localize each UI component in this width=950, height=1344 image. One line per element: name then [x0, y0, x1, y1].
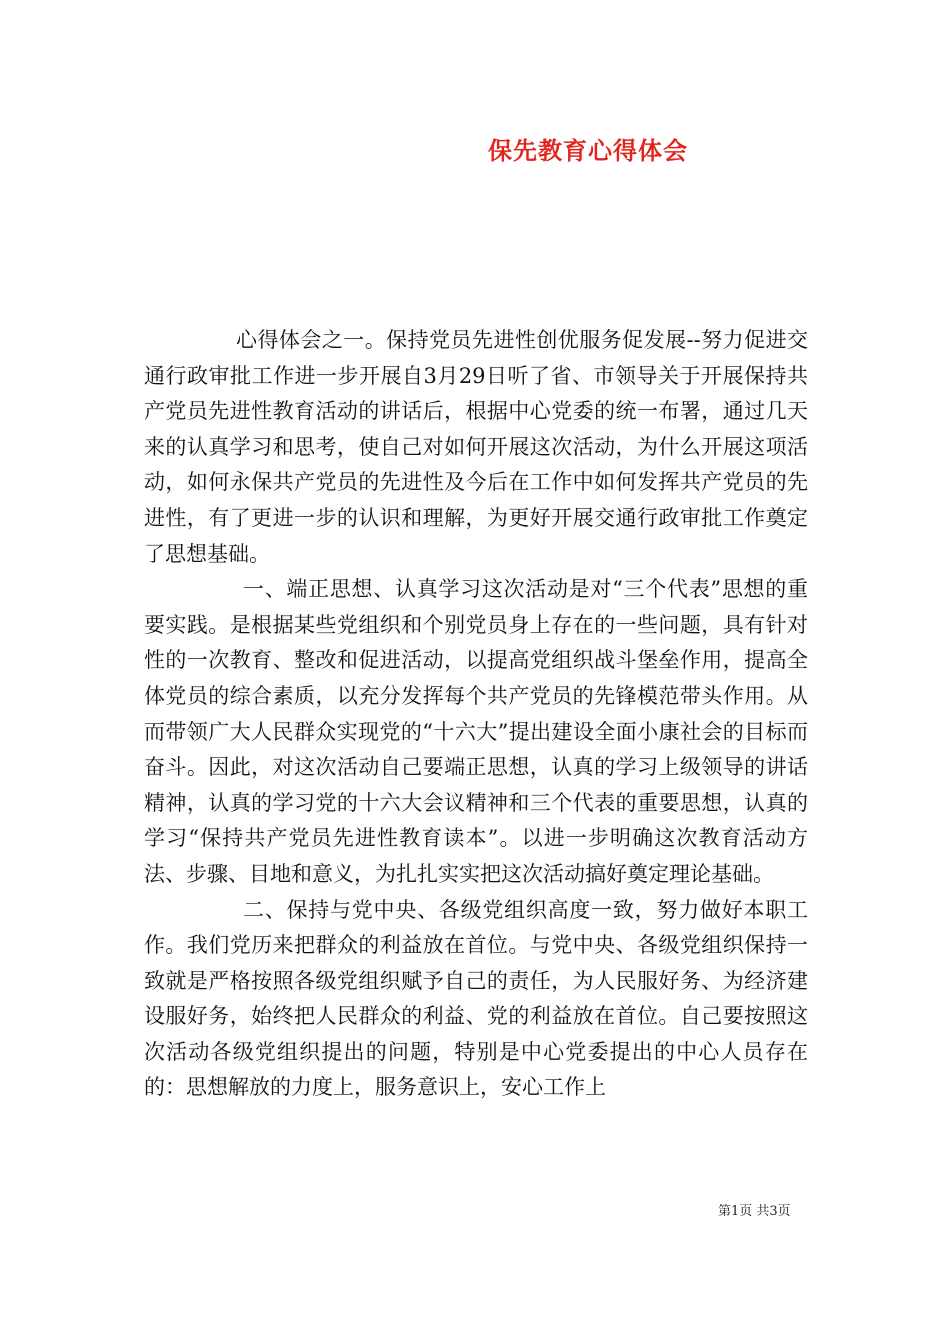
page-number-footer: 第1页 共3页	[718, 1204, 791, 1219]
document-title: 保先教育心得体会	[488, 136, 688, 165]
paragraph-section-one: 一、端正思想、认真学习这次活动是对“三个代表”思想的重要实践。是根据某些党组织和个别党员身上存在的一些问题，具有针对性的一次教育、整改和促进活动，以提高党组织战斗堡垒作用，提高全体党员的综合素质，以充分发挥每个共产党员的先锋模范带头作用。从而带领广大人民群众实现党的“十六大”提出建设全面小康社会的目标而奋斗。因此，对这次活动自己要端正思想，认真的学习上级领导的讲话精神，认真的学习党的十六大会议精神和三个代表的重要思想，认真的学习“保持共产党员先进性教育读本”。以进一步明确这次教育活动方法、步骤、目地和意义，为扎扎实实把这次活动搞好奠定理论基础。	[144, 577, 808, 886]
document-body	[144, 323, 808, 1106]
paragraph-section-two: 二、保持与党中央、各级党组织高度一致，努力做好本职工作。我们党历来把群众的利益放在首位。与党中央、各级党组织保持一致就是严格按照各级党组织赋予自己的责任，为人民服好务、为经济建设服好务，始终把人民群众的利益、党的利益放在首位。自己要按照这次活动各级党组织提出的问题，特别是中心党委提出的中心人员存在的：思想解放的力度上，服务意识上，安心工作上	[144, 897, 808, 1100]
paragraph-intro: 心得体会之一。保持党员先进性创优服务促发展--努力促进交通行政审批工作进一步开展自3月29日听了省、市领导关于开展保持共产党员先进性教育活动的讲话后，根据中心党委的统一布署，通过几天来的认真学习和思考，使自己对如何开展这次活动，为什么开展这项活动，如何永保共产党员的先进性及今后在工作中如何发挥共产党员的先进性，有了更进一步的认识和理解，为更好开展交通行政审批工作奠定了思想基础。	[144, 328, 808, 566]
